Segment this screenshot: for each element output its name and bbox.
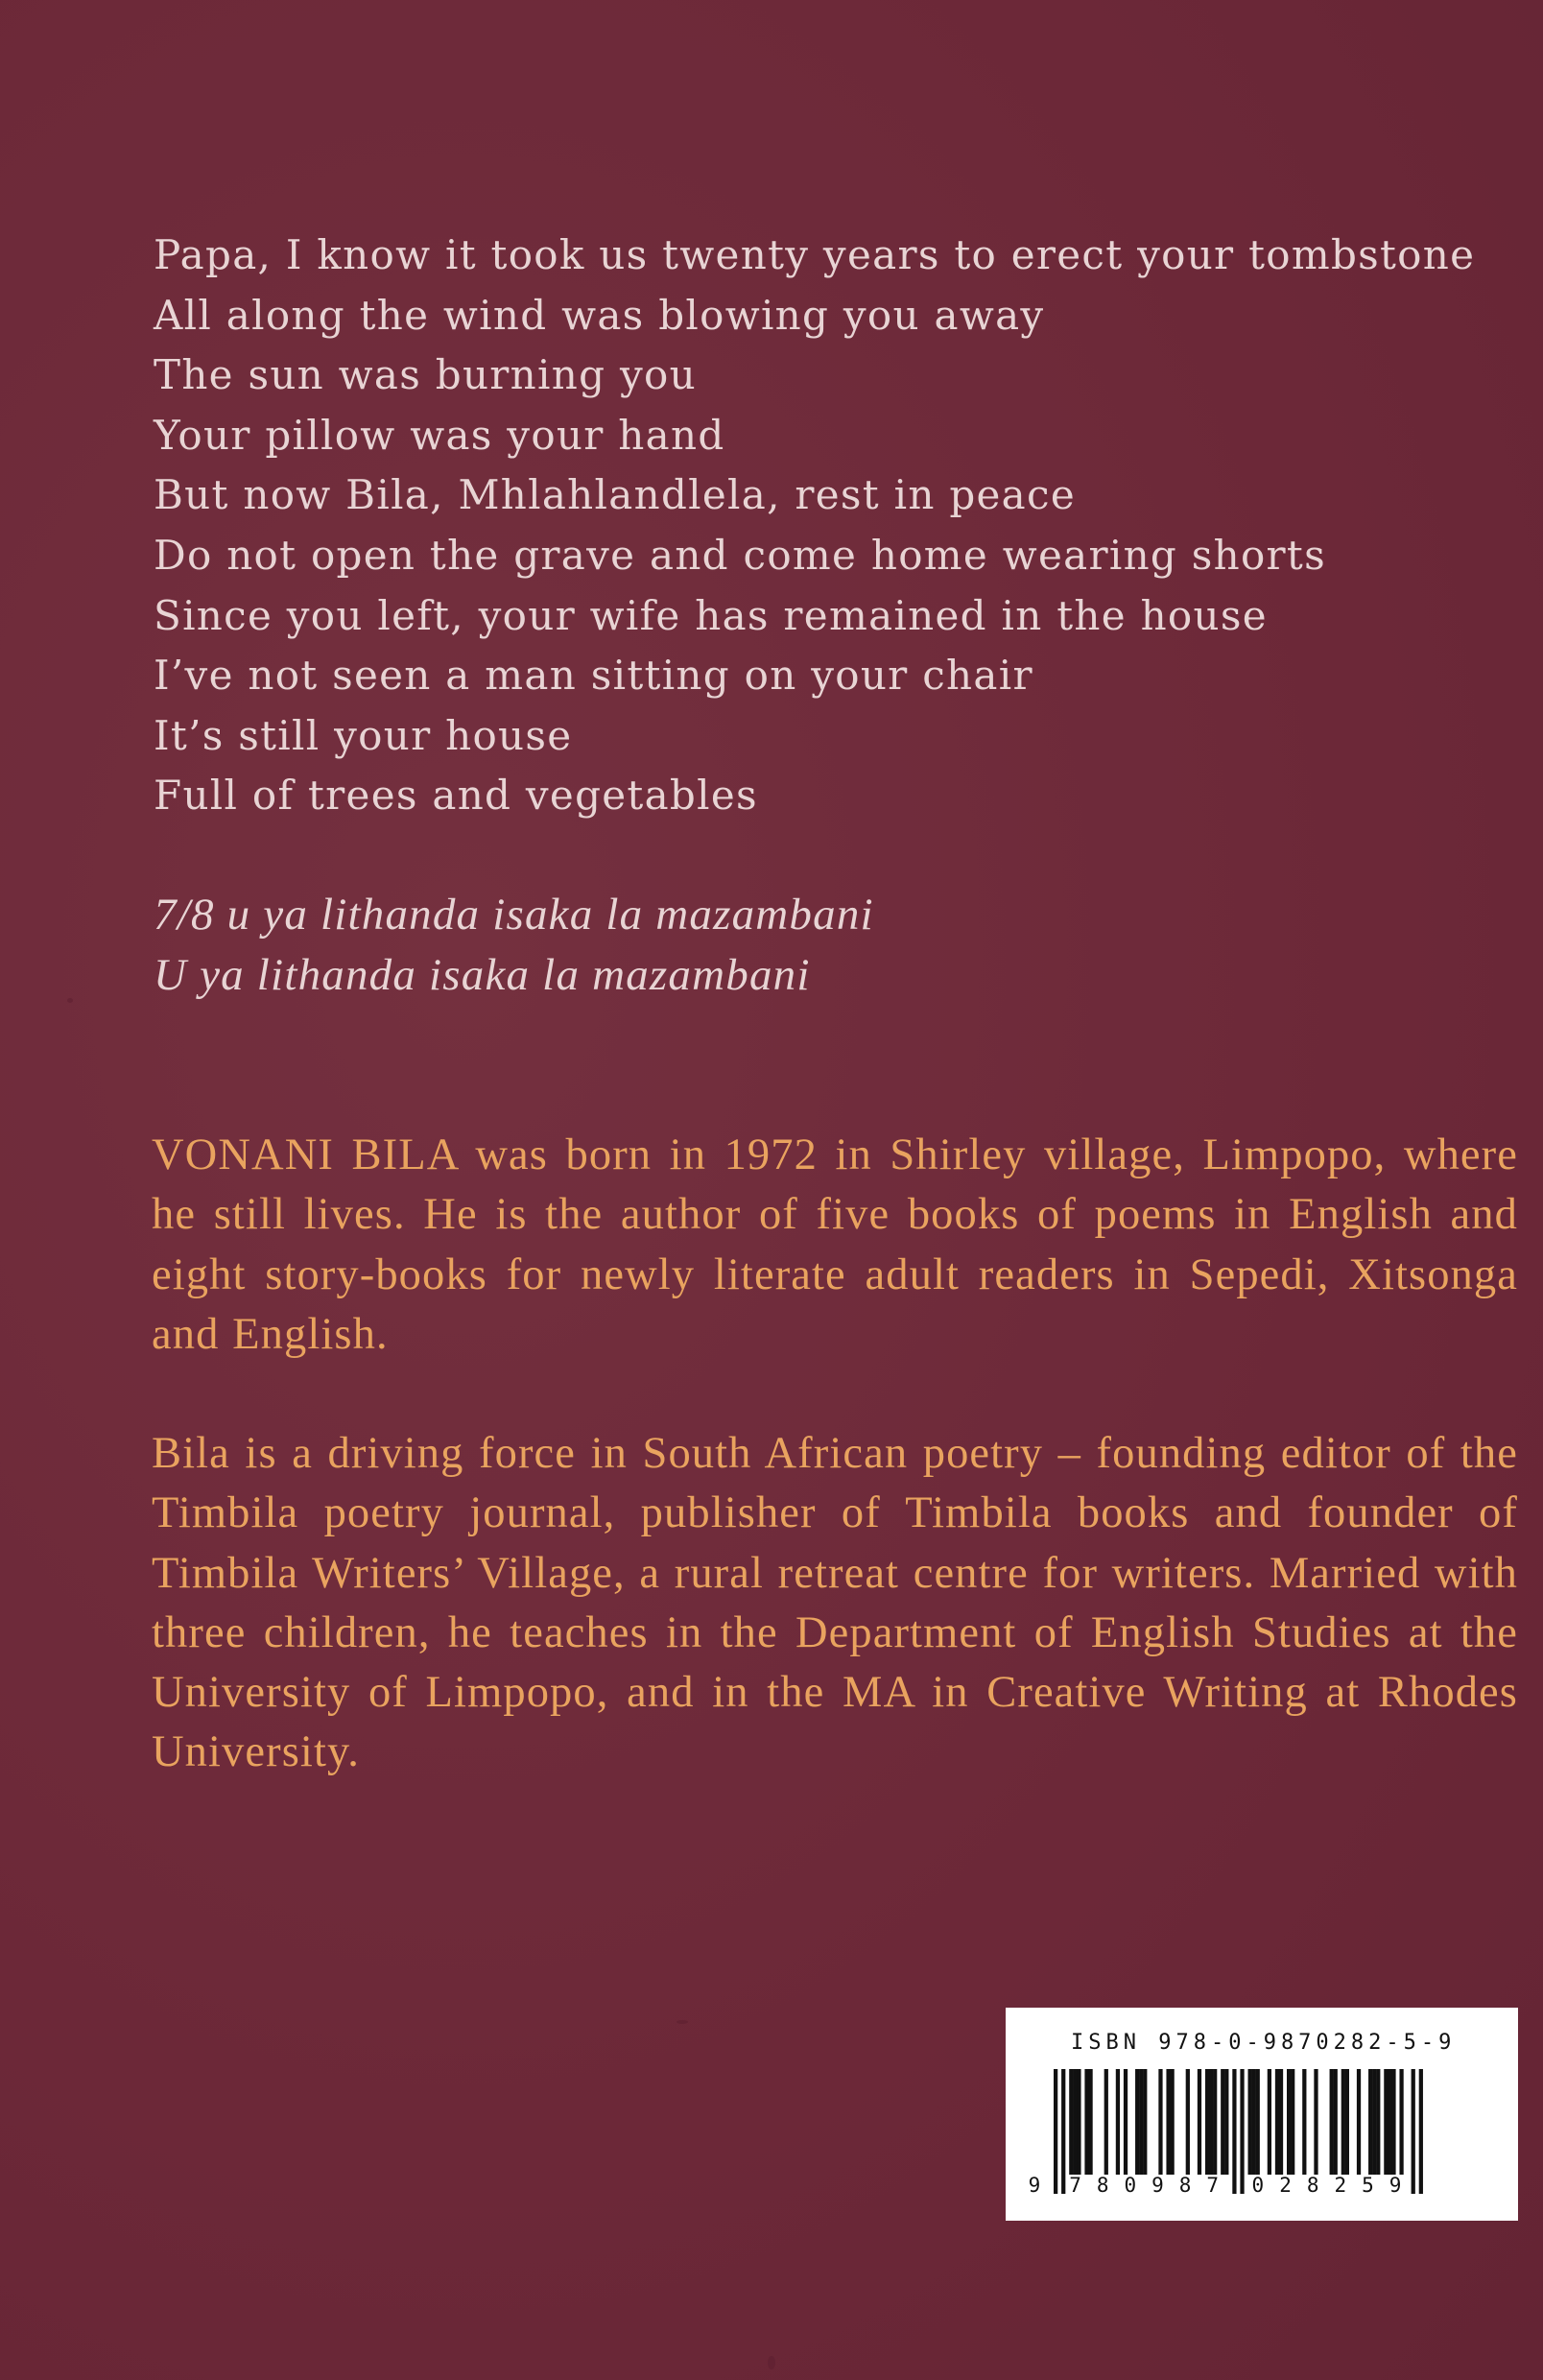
poem-refrain <box>154 885 1516 1005</box>
barcode-bar <box>1334 2069 1338 2175</box>
barcode-bar <box>1384 2069 1388 2175</box>
barcode-bar <box>1198 2069 1201 2175</box>
refrain-line: U ya lithanda isaka la mazambani <box>154 949 811 1000</box>
barcode-bar <box>1419 2069 1423 2194</box>
barcode-bar <box>1302 2069 1306 2175</box>
barcode-bar <box>1186 2069 1190 2175</box>
paper-speck <box>768 2356 775 2369</box>
barcode-digits: 9 <box>1028 2174 1056 2197</box>
refrain-line: 7/8 u ya lithanda isaka la mazambani <box>154 890 874 940</box>
barcode-bar <box>1139 2069 1143 2175</box>
barcode-bar <box>1256 2069 1260 2175</box>
barcode-digits: 780987 <box>1069 2174 1235 2197</box>
paper-speck <box>677 2020 688 2024</box>
poem-line: Papa, I know it took us twenty years to erect your tombstone <box>154 231 1476 278</box>
barcode-bar <box>1268 2069 1271 2175</box>
barcode-bar <box>1248 2069 1252 2175</box>
poem-line: I’ve not seen a man sitting on your chair <box>154 652 1033 700</box>
poem-line: Full of trees and vegetables <box>154 772 758 820</box>
barcode-bar <box>1171 2069 1175 2175</box>
isbn-label: ISBN 978-0-9870282-5-9 <box>1071 2031 1457 2055</box>
poem-line: Do not open the grave and come home wearing shorts <box>154 531 1326 579</box>
barcode-bar <box>1104 2069 1108 2175</box>
barcode-bar <box>1391 2069 1395 2175</box>
barcode-bar <box>1213 2069 1217 2175</box>
poem-line: The sun was burning you <box>154 351 697 399</box>
barcode-bar <box>1279 2069 1283 2175</box>
author-bio-paragraph: VONANI BILA was born in 1972 in Shirley village, Limpopo, where he still lives. He is the author of five books of poems in English and eight story-books for newly literate adult readers in Sepedi, Xitsonga and English. <box>152 1130 1518 1359</box>
poem-line: All along the wind was blowing you away <box>154 291 1045 339</box>
barcode-bar <box>1116 2069 1120 2175</box>
barcode-bar <box>1372 2069 1376 2175</box>
barcode-bar <box>1209 2069 1213 2175</box>
author-bio-paragraph: Bila is a driving force in South African poetry – founding editor of the Timbila poetry journal, publisher of Timbila books and founder of Timbila Writers’ Village, a rural retreat centre for writers. Married with three children, he teaches in the Department of English Studies at the University of Limpopo, and in the MA in Creative Writing at Rhodes University. <box>152 1429 1518 1777</box>
barcode-bar <box>1088 2069 1092 2175</box>
barcode-bar <box>1205 2069 1209 2175</box>
barcode-bar <box>1275 2069 1279 2175</box>
barcode-bar <box>1287 2069 1291 2175</box>
barcode-bar <box>1084 2069 1088 2175</box>
barcode-bar <box>1135 2069 1139 2175</box>
poem-line: Your pillow was your hand <box>154 411 725 459</box>
barcode-digits: 028259 <box>1251 2174 1417 2197</box>
barcode-bar <box>1158 2069 1162 2175</box>
barcode-bar <box>1073 2069 1077 2175</box>
barcode-bar <box>1124 2069 1128 2175</box>
barcode-bar <box>1345 2069 1349 2175</box>
barcode-bar <box>1368 2069 1372 2175</box>
poem-line: It’s still your house <box>154 711 573 759</box>
barcode-bar <box>1166 2069 1170 2175</box>
paper-speck <box>67 998 73 1003</box>
barcode-bar <box>1069 2069 1073 2175</box>
barcode-bar <box>1388 2069 1391 2175</box>
barcode-bar <box>1291 2069 1294 2175</box>
barcode-bar <box>1221 2069 1224 2175</box>
barcode-bar <box>1399 2069 1403 2175</box>
barcode-bar <box>1240 2069 1244 2194</box>
barcode-bar <box>1143 2069 1147 2175</box>
barcode-bar <box>1376 2069 1380 2175</box>
barcode-bar <box>1357 2069 1361 2175</box>
isbn-barcode-panel <box>1006 2008 1518 2221</box>
barcode-bar <box>1061 2069 1065 2194</box>
barcode-bar <box>1341 2069 1345 2175</box>
barcode-bar <box>1314 2069 1317 2175</box>
barcode-bar <box>1224 2069 1228 2175</box>
barcode-icon <box>1006 2008 1518 2221</box>
barcode-bar <box>1252 2069 1256 2175</box>
poem-line: Since you left, your wife has remained in the house <box>154 591 1268 639</box>
poem-line: But now Bila, Mhlahlandlela, rest in peace <box>154 471 1077 519</box>
poem-excerpt <box>154 226 1516 826</box>
barcode-bar <box>1330 2069 1334 2175</box>
barcode-bar <box>1077 2069 1080 2175</box>
